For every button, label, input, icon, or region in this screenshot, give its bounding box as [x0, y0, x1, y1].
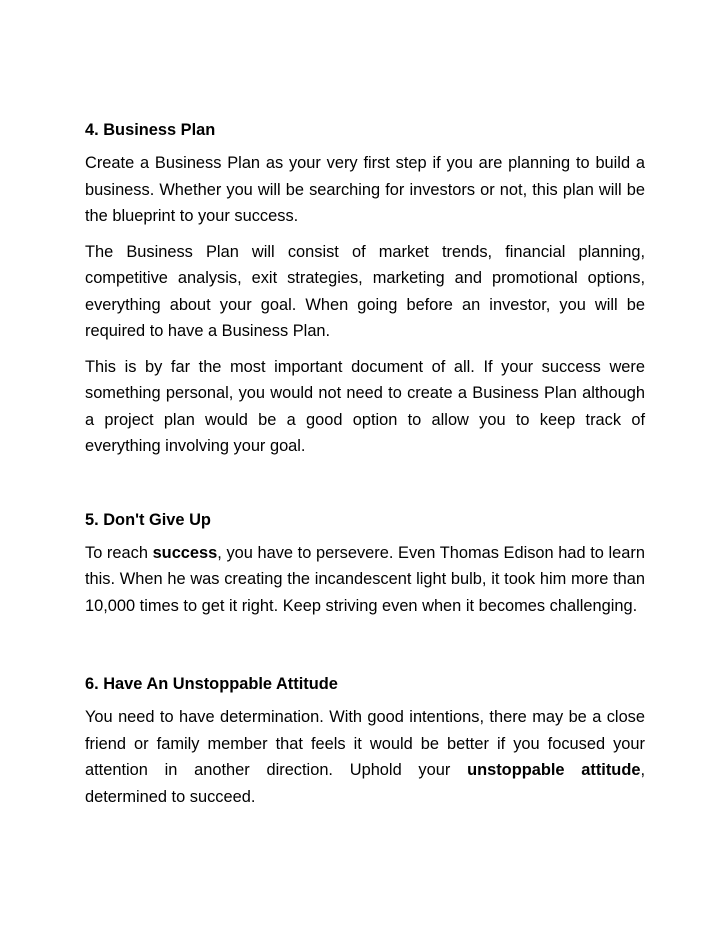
section-dont-give-up: [85, 507, 645, 620]
section-unstoppable-attitude: [85, 671, 645, 810]
section-business-plan: [85, 117, 645, 460]
paragraph-text: , determined to succeed.: [85, 761, 646, 806]
paragraph: This is by far the most important document of all. If your success were something personal, you would not need to create a Business Plan although a project plan would be a good option to allow you to keep track of everything involving your goal.: [85, 357, 645, 455]
paragraph: Create a Business Plan as your very first step if you are planning to build a business. Whether you will be searching for investors or not, this plan will be the blueprint to your success.: [85, 154, 645, 225]
emphasis-text: unstoppable attitude: [467, 761, 641, 779]
document-body: [85, 117, 645, 819]
section-heading: 6. Have An Unstoppable Attitude: [85, 675, 338, 693]
paragraph: [85, 540, 645, 620]
emphasis-text: success: [152, 543, 218, 562]
paragraph: The Business Plan will consist of market trends, financial planning, competitive analysis, exit strategies, marketing and promotional options, everything about your goal. When going before an investor, you will be required to have a Business Plan.: [85, 242, 645, 340]
paragraph-text: You need to have determination. With good intentions, there may be a close friend or family member that feels it would be better if you focused your attention in another direction. Uphold your: [85, 708, 645, 779]
section-spacer: [85, 628, 645, 671]
section-heading: 4. Business Plan: [85, 121, 216, 139]
section-heading: 5. Don't Give Up: [85, 510, 211, 529]
paragraph: [85, 704, 645, 810]
paragraph-text: , you have to persevere. Even Thomas Edison had to learn this. When he was creating the incandescent light bulb, it took him more than 10,000 times to get it right. Keep striving even when it becomes challenging.: [85, 543, 645, 615]
section-spacer: [85, 469, 645, 507]
paragraph-text: To reach: [85, 543, 153, 562]
